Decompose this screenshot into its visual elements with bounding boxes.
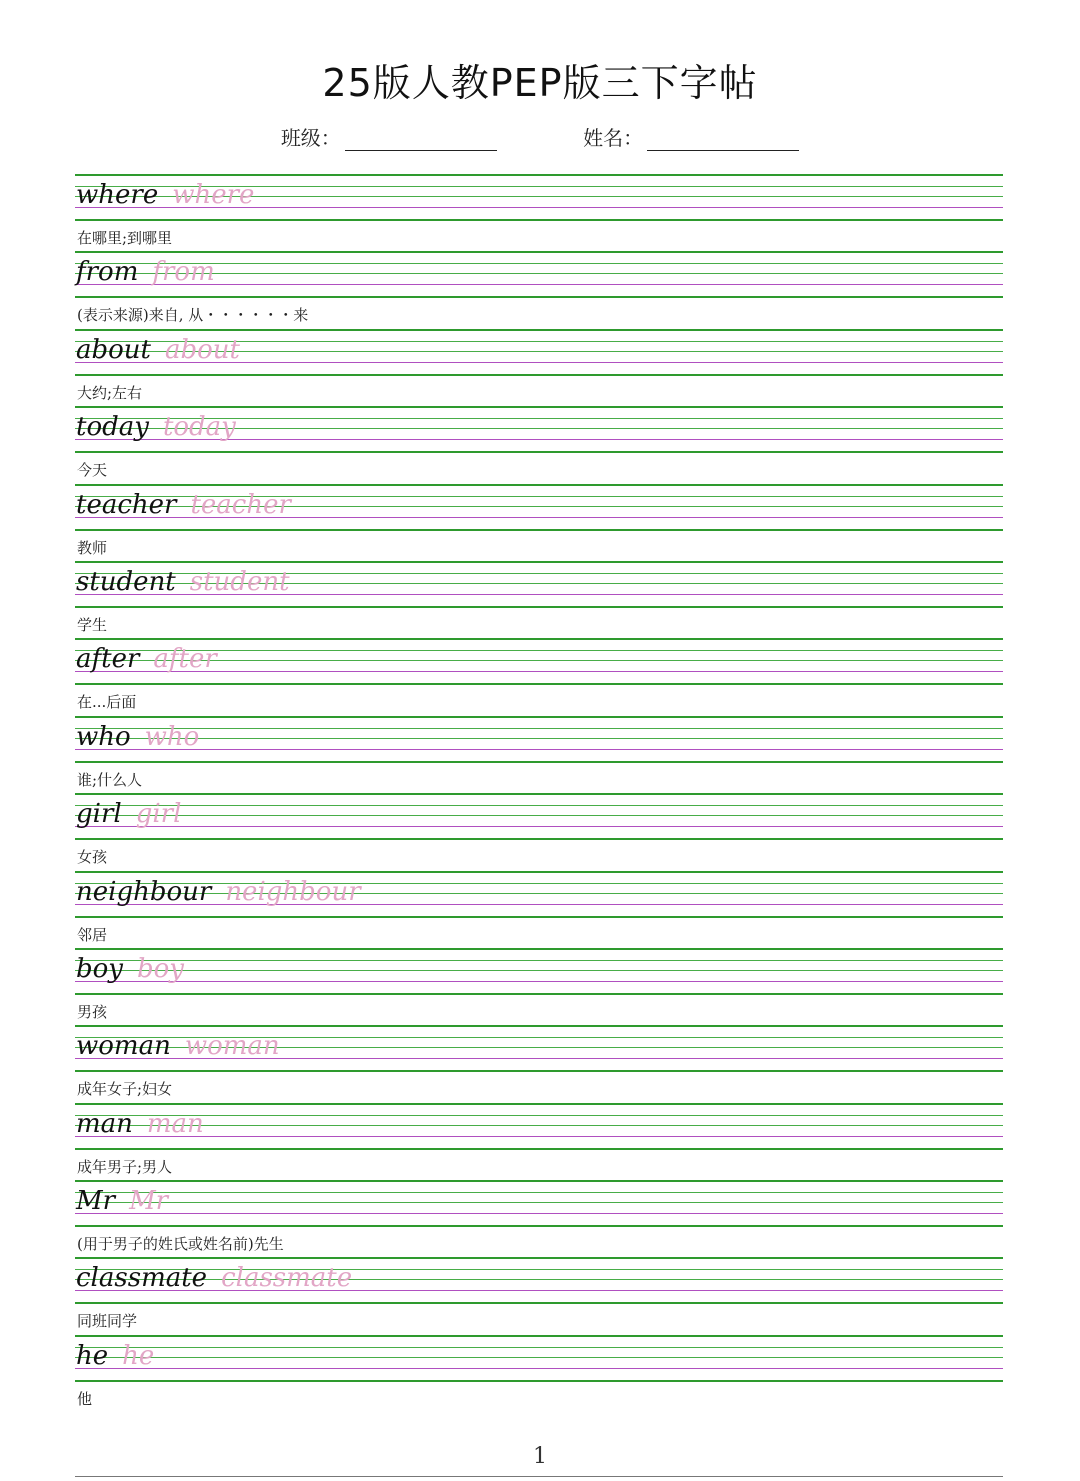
vocab-entry — [75, 871, 1003, 948]
guide-rule — [75, 1335, 1003, 1337]
guide-rule — [75, 561, 1003, 563]
word-meaning: 教师 — [77, 538, 108, 557]
vocab-entry — [75, 716, 1003, 793]
word-trace: neighbour — [225, 876, 361, 907]
word-trace: girl — [135, 799, 182, 830]
word-trace: after — [153, 644, 217, 675]
page-title: 25版人教PEP版三下字帖 — [322, 61, 758, 105]
word-meaning: 邻居 — [77, 925, 108, 944]
word-meaning: (表示来源)来自, 从・・・・・・来 — [77, 306, 309, 325]
guide-lines — [75, 638, 1003, 684]
vocab-entry — [75, 561, 1003, 638]
word-trace: he — [122, 1340, 155, 1371]
guide-lines — [75, 1103, 1003, 1149]
guide-rule — [75, 1125, 1003, 1126]
guide-lines — [75, 1180, 1003, 1226]
guide-rule — [75, 374, 1003, 376]
baseline-rule — [75, 981, 1003, 982]
guide-rule — [75, 916, 1003, 918]
word-model: from — [76, 257, 139, 288]
footer-divider — [75, 1476, 1003, 1477]
vocab-word — [76, 642, 217, 676]
word-meaning: 他 — [77, 1389, 93, 1408]
vocab-entry — [75, 793, 1003, 870]
word-trace: student — [189, 566, 290, 597]
vocab-entry — [75, 329, 1003, 406]
vocab-entry — [75, 406, 1003, 483]
baseline-rule — [75, 749, 1003, 750]
word-meaning: 同班同学 — [77, 1312, 138, 1331]
guide-rule — [75, 761, 1003, 763]
writing-sheet — [75, 174, 1003, 1412]
word-model: man — [76, 1108, 133, 1139]
guide-rule — [75, 606, 1003, 608]
vocab-entry — [75, 1257, 1003, 1334]
guide-lines — [75, 251, 1003, 297]
guide-rule — [75, 970, 1003, 971]
class-field — [281, 122, 497, 151]
vocab-word — [76, 1029, 280, 1063]
word-model: boy — [76, 953, 123, 984]
word-trace: woman — [184, 1031, 280, 1062]
guide-rule — [75, 1180, 1003, 1182]
word-trace: Mr — [129, 1186, 169, 1217]
word-meaning: 学生 — [77, 615, 108, 634]
guide-rule — [75, 805, 1003, 806]
vocab-word — [76, 1339, 154, 1373]
guide-rule — [75, 1148, 1003, 1150]
guide-rule — [75, 1192, 1003, 1193]
vocab-entry — [75, 1180, 1003, 1257]
word-trace: where — [172, 180, 255, 210]
word-trace: from — [152, 257, 215, 288]
vocab-word — [76, 720, 199, 754]
vocab-word — [76, 1107, 204, 1141]
guide-rule — [75, 728, 1003, 729]
baseline-rule — [75, 826, 1003, 827]
guide-rule — [75, 738, 1003, 739]
guide-rule — [75, 1103, 1003, 1105]
page-number: 1 — [533, 1444, 547, 1469]
word-trace: teacher — [190, 489, 291, 520]
guide-rule — [75, 948, 1003, 950]
word-model: who — [76, 721, 131, 752]
guide-lines — [75, 871, 1003, 917]
vocab-word — [76, 410, 236, 444]
guide-rule — [75, 296, 1003, 298]
vocab-entry — [75, 948, 1003, 1025]
vocab-entry — [75, 1335, 1003, 1412]
baseline-rule — [75, 1136, 1003, 1137]
vocab-word — [76, 1184, 168, 1218]
word-meaning: 今天 — [77, 461, 108, 480]
guide-rule — [75, 793, 1003, 795]
word-meaning: (用于男子的姓氏或姓名前)先生 — [77, 1235, 284, 1254]
word-model: neighbour — [76, 876, 212, 907]
guide-rule — [75, 1225, 1003, 1227]
vocab-word — [76, 255, 215, 289]
guide-rule — [75, 174, 1003, 176]
guide-rule — [75, 716, 1003, 718]
class-blank[interactable] — [345, 130, 497, 151]
guide-rule — [75, 219, 1003, 221]
guide-lines — [75, 561, 1003, 607]
word-meaning: 谁;什么人 — [77, 770, 143, 789]
guide-lines — [75, 793, 1003, 839]
word-model: after — [76, 644, 140, 675]
guide-rule — [75, 1357, 1003, 1358]
guide-rule — [75, 838, 1003, 840]
word-meaning: 大约;左右 — [77, 383, 143, 402]
vocab-word — [76, 1261, 352, 1295]
word-model: student — [76, 566, 176, 597]
vocab-entry — [75, 251, 1003, 328]
vocab-word — [76, 488, 291, 522]
name-field — [583, 122, 799, 151]
guide-lines — [75, 329, 1003, 375]
guide-rule — [75, 251, 1003, 253]
vocab-entry — [75, 484, 1003, 561]
vocab-word — [76, 565, 290, 599]
guide-rule — [75, 683, 1003, 685]
guide-rule — [75, 1070, 1003, 1072]
guide-rule — [75, 815, 1003, 816]
word-model: today — [76, 412, 149, 443]
guide-lines — [75, 716, 1003, 762]
guide-lines — [75, 1257, 1003, 1303]
guide-rule — [75, 1347, 1003, 1348]
vocab-word — [76, 178, 254, 212]
guide-lines — [75, 1025, 1003, 1071]
guide-lines — [75, 948, 1003, 994]
word-model: where — [76, 180, 159, 210]
guide-rule — [75, 993, 1003, 995]
baseline-rule — [75, 1213, 1003, 1214]
guide-lines — [75, 174, 1003, 220]
guide-lines — [75, 1335, 1003, 1381]
word-meaning: 女孩 — [77, 848, 108, 867]
word-model: classmate — [76, 1263, 208, 1294]
vocab-entry — [75, 638, 1003, 715]
baseline-rule — [75, 1368, 1003, 1369]
guide-rule — [75, 960, 1003, 961]
guide-rule — [75, 451, 1003, 453]
vocab-word — [76, 797, 181, 831]
guide-rule — [75, 529, 1003, 531]
word-model: Mr — [76, 1186, 116, 1217]
guide-rule — [75, 1115, 1003, 1116]
word-meaning: 男孩 — [77, 1002, 108, 1021]
word-model: teacher — [76, 489, 177, 520]
guide-rule — [75, 484, 1003, 486]
vocab-word — [76, 875, 361, 909]
name-label: 姓名： — [583, 126, 644, 150]
guide-rule — [75, 1302, 1003, 1304]
guide-lines — [75, 406, 1003, 452]
student-info — [0, 122, 1080, 151]
word-meaning: 成年女子;妇女 — [77, 1080, 173, 1099]
word-trace: boy — [137, 953, 184, 984]
word-model: woman — [76, 1031, 171, 1062]
word-model: about — [76, 334, 151, 365]
word-trace: classmate — [221, 1263, 353, 1294]
vocab-word — [76, 952, 184, 986]
word-trace: today — [162, 412, 236, 443]
word-meaning: 成年男子;男人 — [77, 1157, 173, 1176]
guide-lines — [75, 484, 1003, 530]
guide-rule — [75, 1257, 1003, 1259]
guide-rule — [75, 638, 1003, 640]
guide-rule — [75, 406, 1003, 408]
vocab-entry — [75, 174, 1003, 251]
guide-rule — [75, 329, 1003, 331]
word-trace: about — [165, 334, 240, 365]
class-label: 班级： — [280, 126, 341, 150]
guide-rule — [75, 1380, 1003, 1382]
vocab-entry — [75, 1025, 1003, 1102]
name-blank[interactable] — [647, 130, 799, 151]
word-meaning: 在...后面 — [77, 693, 137, 712]
vocab-word — [76, 333, 240, 367]
word-model: he — [76, 1340, 109, 1371]
word-trace: man — [146, 1108, 204, 1139]
guide-rule — [75, 1025, 1003, 1027]
guide-rule — [75, 1202, 1003, 1203]
word-meaning: 在哪里;到哪里 — [77, 229, 173, 247]
vocab-entry — [75, 1103, 1003, 1180]
word-trace: who — [144, 721, 200, 752]
guide-rule — [75, 871, 1003, 873]
word-model: girl — [76, 799, 122, 830]
